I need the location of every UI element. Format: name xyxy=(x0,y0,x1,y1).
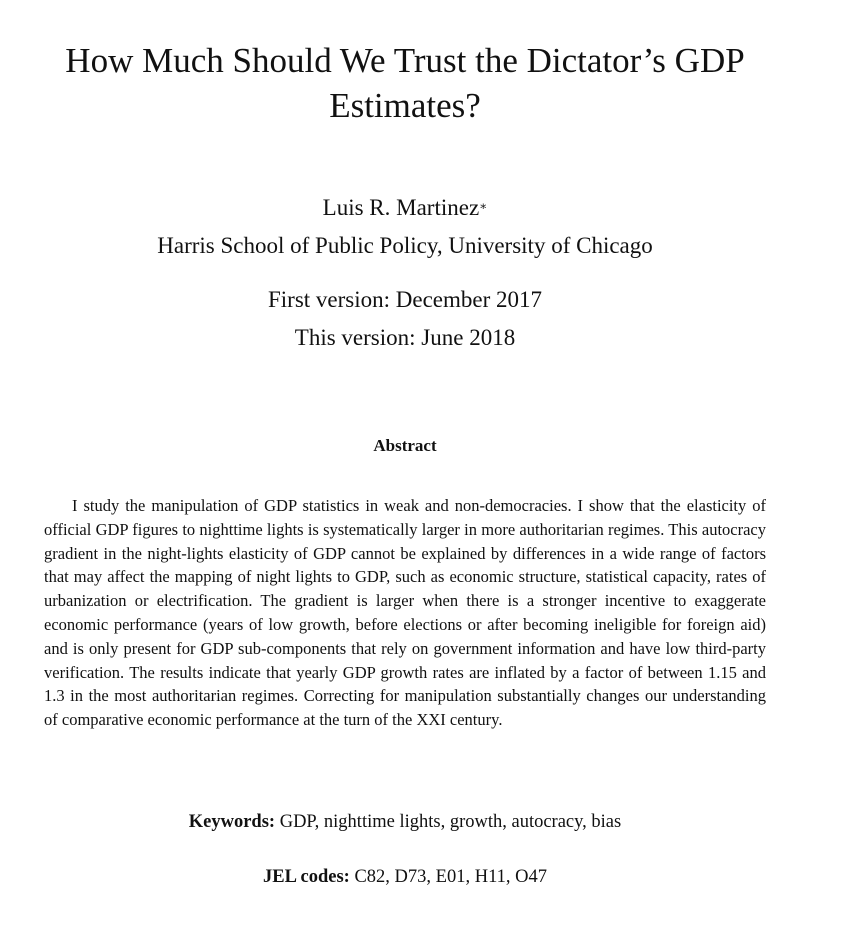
abstract-text: I study the manipulation of GDP statistics in weak and non-democracies. I show that the elasticity of official GDP figures to nighttime lights is systematically larger in more authoritarian regimes. This autocracy gradient in the night-lights elasticity of GDP cannot be explained by differences in a wide range of factors that may affect the mapping of night lights to GDP, such as economic structure, statistical capacity, rates of urbanization or electrification. The gradient is larger when there is a stronger incentive to exaggerate economic performance (years of low growth, before elections or after becoming ineligible for foreign aid) and is only present for GDP sub-components that rely on government information and have low third-party verification. The results indicate that yearly GDP growth rates are inflated by a factor of between 1.15 and 1.3 in the most authoritarian regimes. Correcting for manipulation substantially changes our understanding of comparative economic performance at the turn of the XXI century. xyxy=(44,496,766,730)
keywords-label: Keywords: xyxy=(188,812,276,832)
author-name: Luis R. Martinez xyxy=(322,195,480,220)
abstract-heading: Abstract xyxy=(373,436,437,455)
first-version-date: First version: December 2017 xyxy=(267,287,543,312)
keywords-value: GDP, nighttime lights, growth, autocracy, bias xyxy=(279,812,622,832)
keywords-line xyxy=(0,811,810,833)
this-version-date: This version: June 2018 xyxy=(294,325,516,350)
jel-codes-line xyxy=(0,866,810,888)
author-footnote-mark[interactable]: ∗ xyxy=(479,199,488,213)
paper-title: How Much Should We Trust the Dictator’s GDP Estimates? xyxy=(65,41,745,125)
jel-codes-value: C82, D73, E01, H11, O47 xyxy=(354,867,548,887)
author-affiliation: Harris School of Public Policy, University of Chicago xyxy=(157,233,653,258)
author-line xyxy=(0,195,810,221)
jel-codes-label: JEL codes: xyxy=(262,867,350,887)
